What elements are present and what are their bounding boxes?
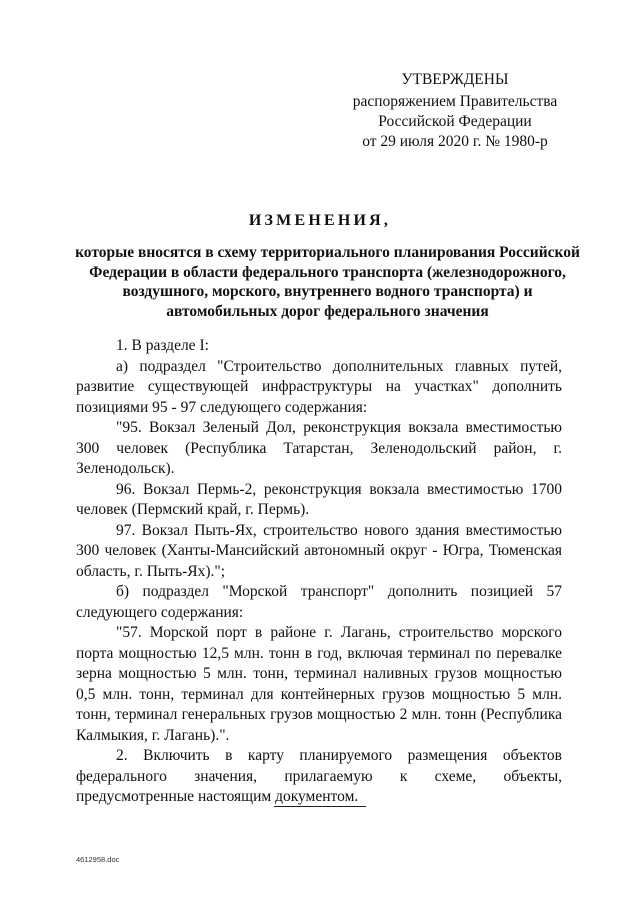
paragraph-section-2: 2. Включить в карту планируемого размещения объектов федерального значения, прилагаемую к схеме, объекты, предусмотренные настоящим документом. [76,747,562,805]
document-subtitle: которые вносятся в схему территориального планирования Российской Федерации в области федерального транспорта (железнодорожного, воздушного, морского, внутреннего водного транспорта) и автомобильных дорог федерального значения [75,244,580,320]
approval-line-1: распоряжением Правительства [352,93,558,110]
paragraph-item-97: 97. Вокзал Пыть-Ях, строительство нового здания вместимостью 300 человек (Ханты-Мансийский автономный округ - Югра, Тюменская область, г. Пыть-Ях)."; [76,521,562,580]
paragraph-item-57: "57. Морской порт в районе г. Лагань, строительство морского порта мощностью 12,5 млн. тонн в год, включая терминал по перевалке зерна мощностью 5 млн. тонн, терминал наливных грузов мощностью 0,5 млн. тонн, терминал для контейнерных грузов мощностью 5 млн. тонн, терминал генеральных грузов мощностью 2 млн. тонн (Республика Калмыкия, г. Лагань).". [76,624,562,744]
document-title: ИЗМЕНЕНИЯ, [248,212,392,229]
approval-line-2: Российской Федерации [378,113,532,130]
file-reference: 4612958.doc [76,855,120,864]
document-body [76,336,562,808]
paragraph-item-96: 96. Вокзал Пермь-2, реконструкция вокзала вместимостью 1700 человек (Пермский край, г. Пермь). [76,480,562,518]
paragraph-item-95: "95. Вокзал Зеленый Дол, реконструкция вокзала вместимостью 300 человек (Республика Татарстан, Зеленодольский район, г. Зеленодольск). [76,419,562,477]
approval-line-3: от 29 июля 2020 г. № 1980-р [362,133,548,150]
approval-block [350,70,560,152]
approval-heading: УТВЕРЖДЕНЫ [401,71,509,88]
paragraph-section-1: 1. В разделе I: [116,337,209,354]
separator-line [274,806,366,807]
paragraph-subsection-b: б) подраздел "Морской транспорт" дополнить позицией 57 следующего содержания: [76,583,562,621]
paragraph-subsection-a: а) подраздел "Строительство дополнительных главных путей, развитие существующей инфраструктуры на участках" дополнить позициями 95 - 97 следующего содержания: [76,357,562,416]
